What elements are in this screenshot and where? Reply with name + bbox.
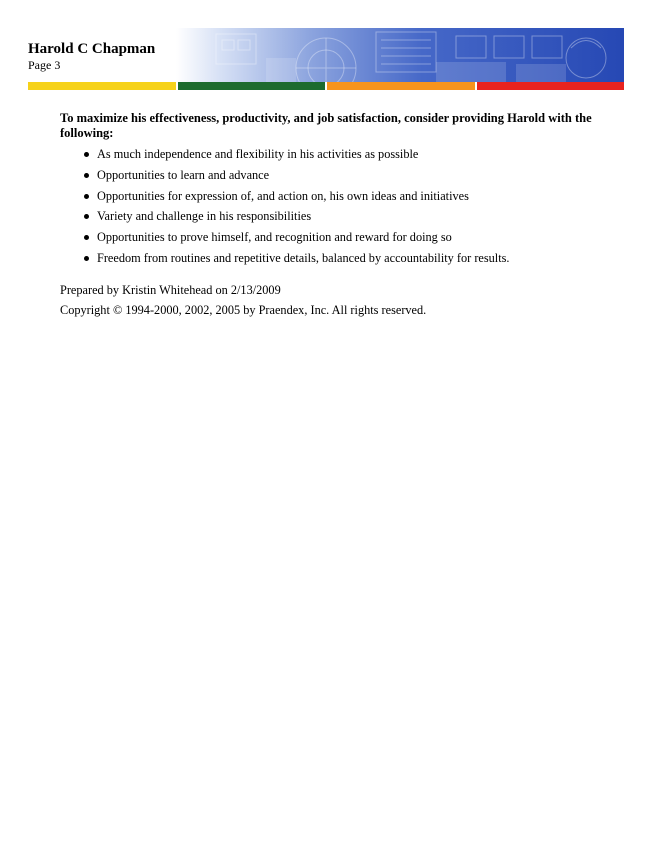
list-item-text: Freedom from routines and repetitive details, balanced by accountability for results. xyxy=(97,250,510,265)
list-item xyxy=(84,230,624,245)
prepared-by-line: Prepared by Kristin Whitehead on 2/13/2009 xyxy=(60,283,281,297)
list-item xyxy=(84,251,624,266)
bullet-icon xyxy=(84,214,89,219)
bullet-icon xyxy=(84,173,89,178)
list-item-text: Variety and challenge in his responsibilities xyxy=(97,209,312,224)
list-item-text: Opportunities to learn and advance xyxy=(97,167,270,182)
list-item xyxy=(84,209,624,224)
bullet-icon xyxy=(84,235,89,240)
list-item-text: Opportunities to prove himself, and recognition and reward for doing so xyxy=(97,230,452,245)
copyright-line: Copyright © 1994-2000, 2002, 2005 by Praendex, Inc. All rights reserved. xyxy=(60,303,427,317)
color-bar-red xyxy=(477,82,625,90)
person-name: Harold C Chapman xyxy=(28,41,156,57)
color-bar-yellow xyxy=(28,82,176,90)
page-header xyxy=(28,28,624,82)
banner-collage-graphic xyxy=(176,28,624,82)
bullet-icon xyxy=(84,152,89,157)
list-item xyxy=(84,168,624,183)
list-item xyxy=(84,147,624,162)
list-item-text: Opportunities for expression of, and action on, his own ideas and initiatives xyxy=(97,188,469,203)
bullet-icon xyxy=(84,194,89,199)
header-banner-image xyxy=(176,28,624,82)
page-number: Page 3 xyxy=(28,58,61,72)
bullet-icon xyxy=(84,256,89,261)
list-item xyxy=(84,189,624,204)
list-item-text: As much independence and flexibility in his activities as possible xyxy=(97,147,419,161)
recommendation-list xyxy=(84,147,624,272)
color-bar-orange xyxy=(327,82,475,90)
intro-paragraph: To maximize his effectiveness, productivity, and job satisfaction, consider providing Harold with the following: xyxy=(60,111,592,140)
color-bar-green xyxy=(178,82,326,90)
header-color-bars xyxy=(28,82,624,90)
